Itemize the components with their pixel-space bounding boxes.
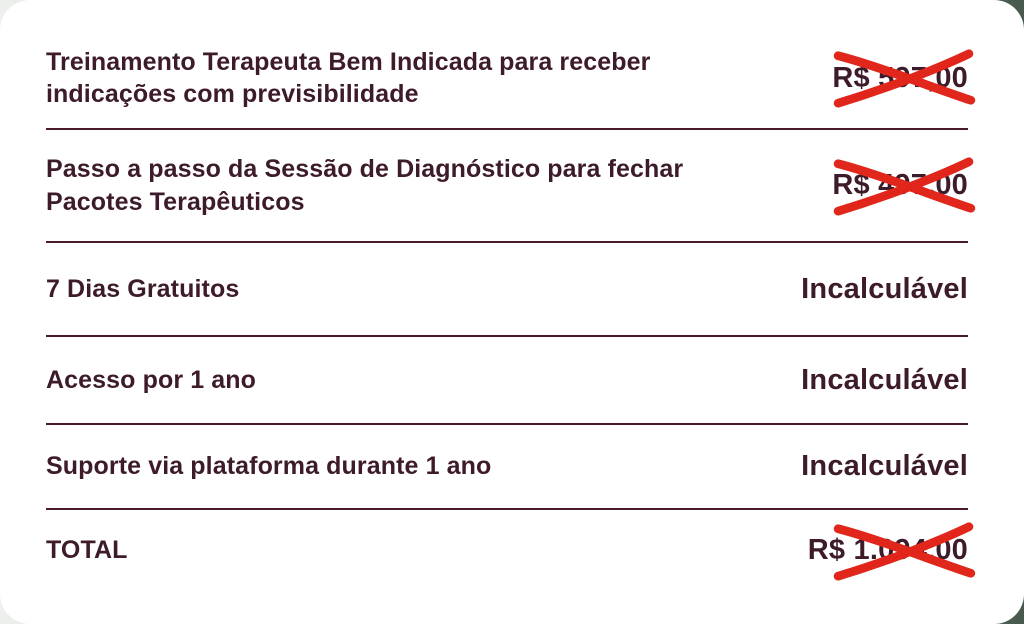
table-row bbox=[46, 243, 968, 337]
item-value-text: R$ 497,00 bbox=[832, 169, 968, 201]
item-value bbox=[832, 169, 968, 202]
table-row bbox=[46, 28, 968, 130]
pricing-table bbox=[46, 28, 968, 624]
table-row bbox=[46, 337, 968, 425]
table-row bbox=[46, 425, 968, 510]
item-value-text: R$ 597,00 bbox=[832, 61, 968, 94]
item-value-text: Incalculável bbox=[801, 450, 968, 482]
table-row bbox=[46, 510, 968, 624]
item-label: Passo a passo da Sessão de Diagnóstico para fechar Pacotes Terapêuticos bbox=[46, 155, 684, 216]
item-label: TOTAL bbox=[46, 536, 128, 564]
item-value-text: Incalculável bbox=[801, 363, 968, 396]
item-label: Treinamento Terapeuta Bem Indicada para receber indicações com previsibilidade bbox=[46, 47, 651, 108]
table-row bbox=[46, 130, 968, 243]
item-label: 7 Dias Gratuitos bbox=[46, 274, 240, 303]
item-value-text: R$ 1.094,00 bbox=[807, 534, 968, 566]
item-value bbox=[801, 273, 968, 306]
item-value bbox=[832, 62, 968, 95]
item-label: Acesso por 1 ano bbox=[46, 365, 256, 394]
item-value bbox=[801, 450, 968, 483]
item-value-text: Incalculável bbox=[801, 272, 968, 305]
item-value bbox=[801, 364, 968, 397]
item-label: Suporte via plataforma durante 1 ano bbox=[46, 452, 492, 481]
item-value bbox=[808, 534, 968, 567]
